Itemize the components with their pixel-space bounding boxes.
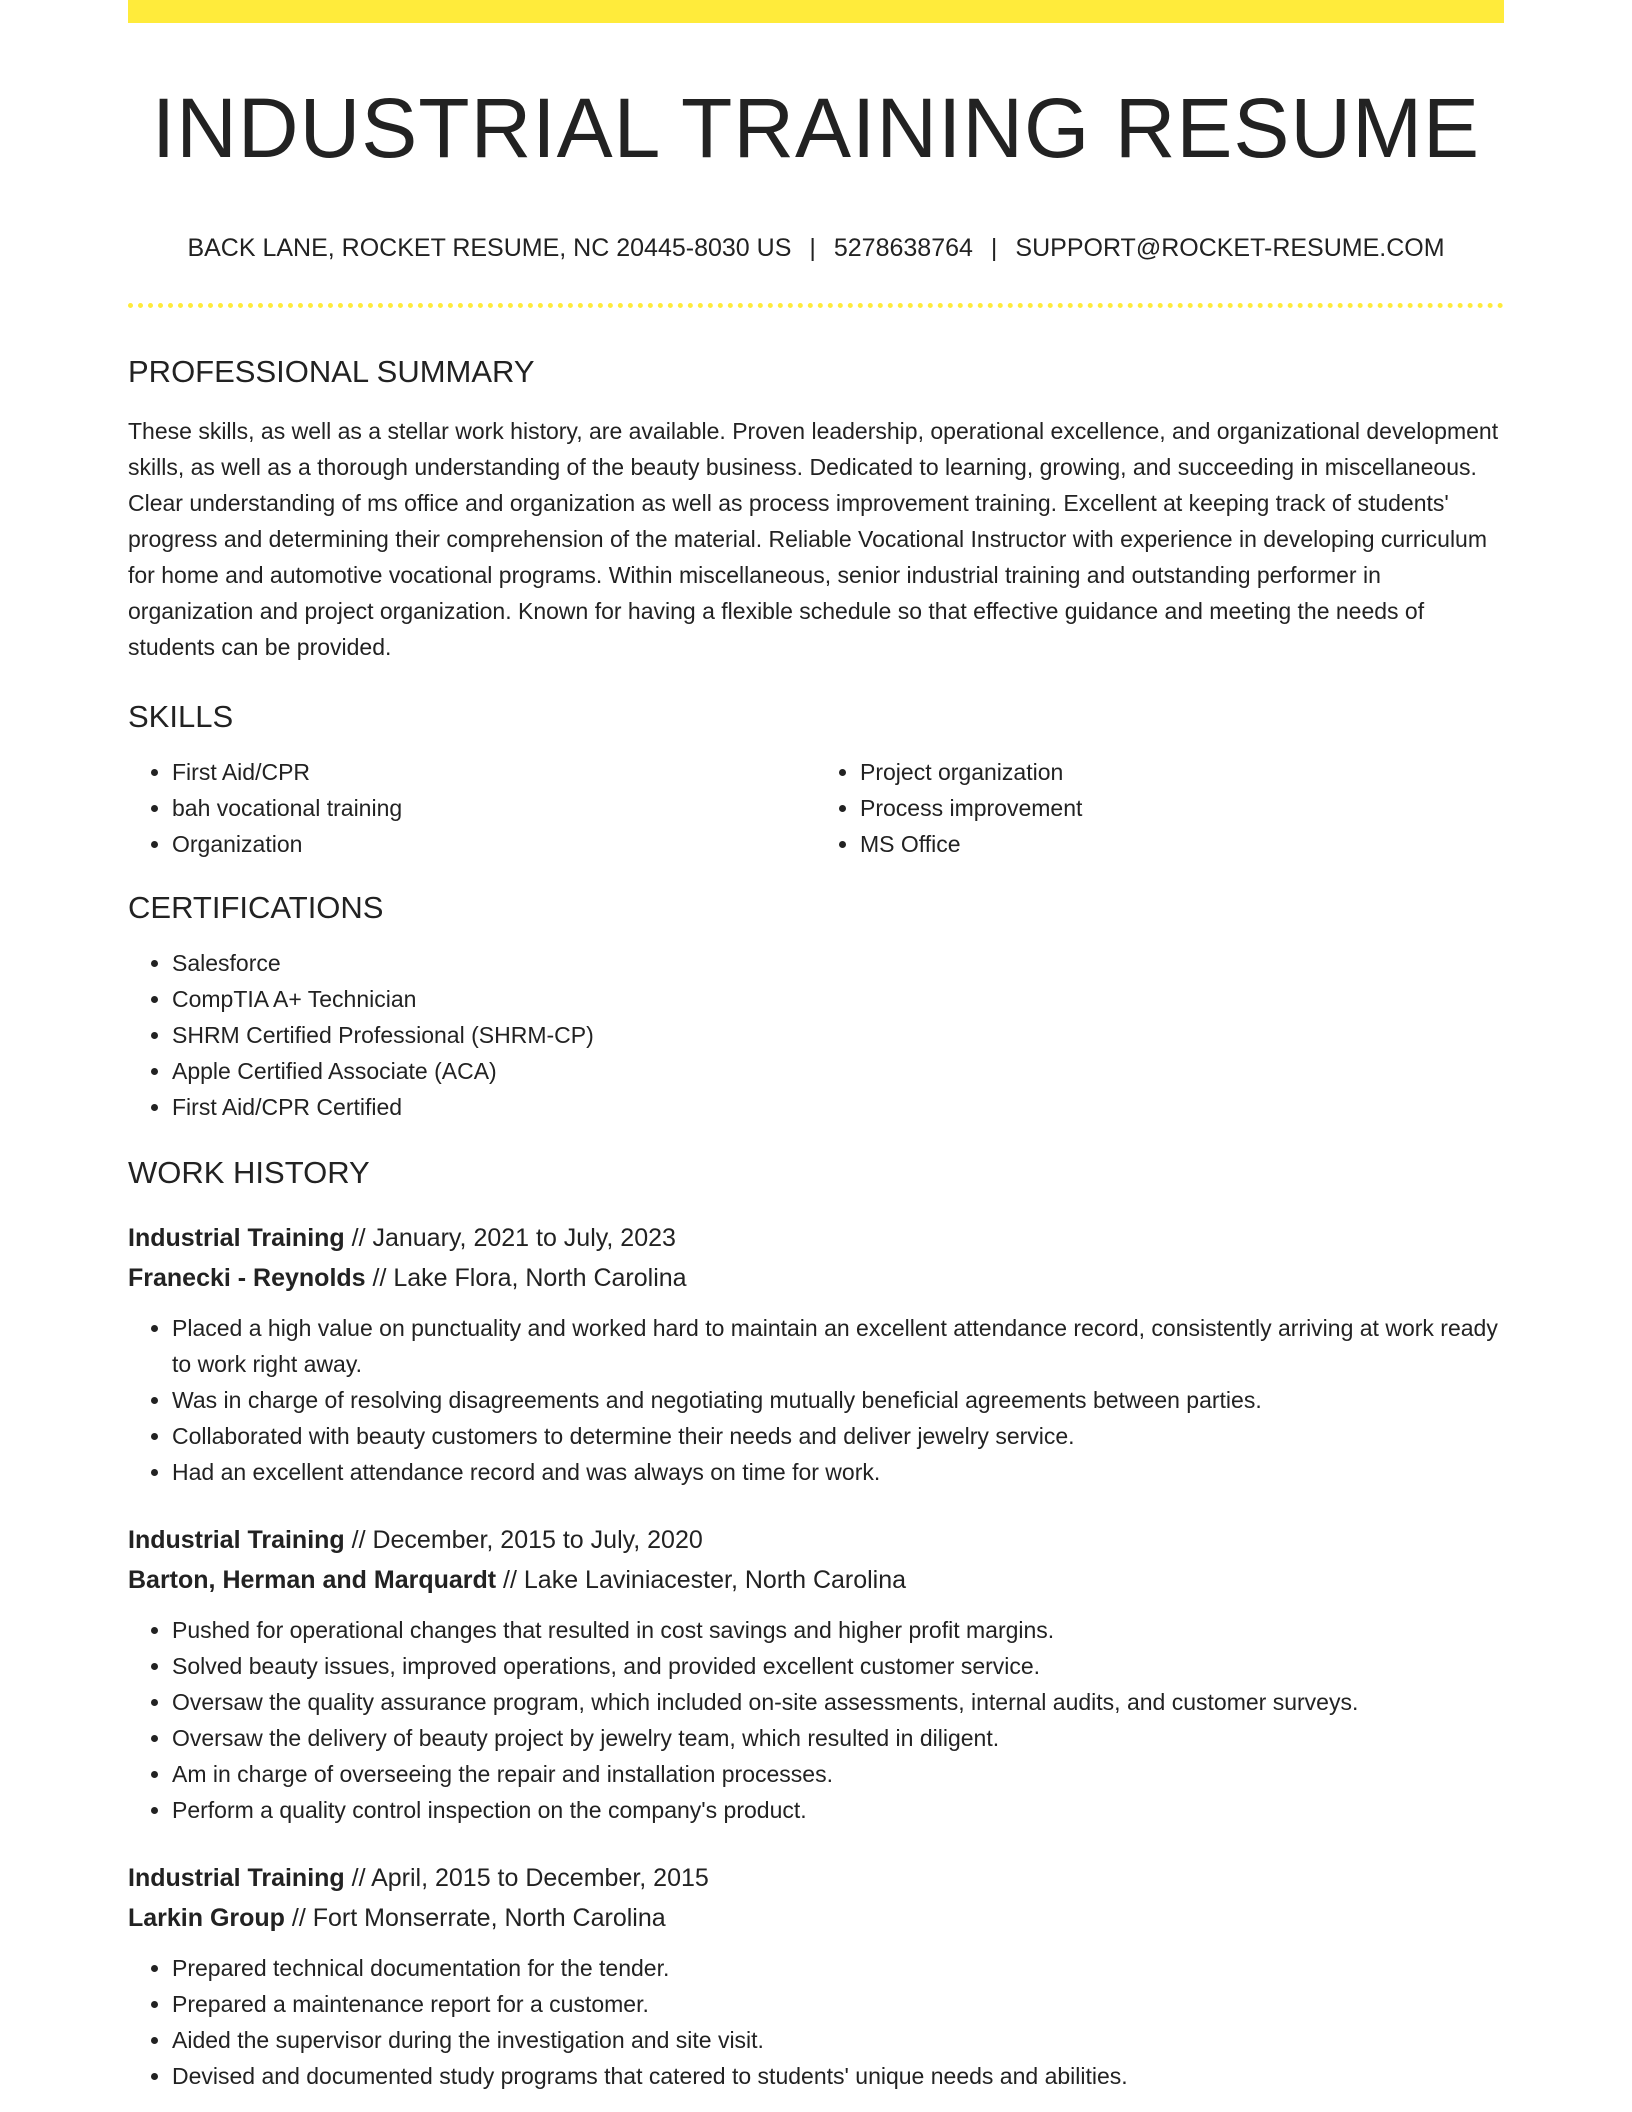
work-history-heading: WORK HISTORY — [128, 1155, 370, 1190]
certifications-heading: CERTIFICATIONS — [128, 890, 384, 925]
summary-heading: PROFESSIONAL SUMMARY — [128, 354, 535, 389]
job-entry — [128, 1858, 1504, 2094]
job-bullet: • Pushed for operational changes that resulted in cost savings and higher profit margins. — [172, 1612, 1504, 1648]
job-bullet: • Oversaw the delivery of beauty project by jewelry team, which resulted in diligent. — [172, 1720, 1504, 1756]
job-location: // Fort Monserrate, North Carolina — [284, 1904, 666, 1932]
certification-item: • SHRM Certified Professional (SHRM-CP) — [172, 1017, 1504, 1053]
certification-item: • Salesforce — [172, 945, 1504, 981]
job-role-line — [128, 1218, 1504, 1258]
job-bullet: • Oversaw the quality assurance program, which included on-site assessments, internal audits, and customer surveys. — [172, 1684, 1504, 1720]
job-bullet: • Solved beauty issues, improved operations, and provided excellent customer service. — [172, 1648, 1504, 1684]
contact-line — [128, 236, 1504, 261]
job-bullet: • Placed a high value on punctuality and worked hard to maintain an excellent attendance record, consistently arriving at work ready to work right away. — [172, 1310, 1504, 1382]
job-dates: // April, 2015 to December, 2015 — [344, 1864, 709, 1892]
job-entry — [128, 1520, 1504, 1828]
job-role-line — [128, 1520, 1504, 1560]
job-role: Industrial Training — [128, 1526, 345, 1554]
job-company-line — [128, 1560, 1504, 1600]
skill-item: • Process improvement — [860, 790, 1504, 826]
top-accent-bar — [128, 0, 1504, 23]
skills-column-right — [816, 754, 1504, 862]
certifications-list — [128, 945, 1504, 1125]
skill-item: • Organization — [172, 826, 816, 862]
job-company: Larkin Group — [128, 1904, 285, 1932]
job-role: Industrial Training — [128, 1864, 345, 1892]
job-location: // Lake Flora, North Carolina — [365, 1264, 687, 1292]
job-bullet: • Perform a quality control inspection on the company's product. — [172, 1792, 1504, 1828]
certification-item: • Apple Certified Associate (ACA) — [172, 1053, 1504, 1089]
skill-item: • First Aid/CPR — [172, 754, 816, 790]
job-dates: // January, 2021 to July, 2023 — [344, 1224, 676, 1252]
contact-separator: | — [809, 234, 816, 262]
contact-address: BACK LANE, ROCKET RESUME, NC 20445-8030 US — [187, 234, 792, 262]
job-company-line — [128, 1898, 1504, 1938]
summary-text: These skills, as well as a stellar work history, are available. Proven leadership, operational excellence, and organizational development skills, as well as a thorough understanding of the beauty business. Dedicated to learning, growing, and succeeding in miscellaneous. Clear understanding of ms office and organization as well as process improvement training. Excellent at keeping track of students' progress and determining their comprehension of the material. Reliable Vocational Instructor with experience in developing curriculum for home and automotive vocational programs. Within miscellaneous, senior industrial training and outstanding performer in organization and project organization. Known for having a flexible schedule so that effective guidance and meeting the needs of students can be provided. — [128, 418, 1499, 660]
contact-email: SUPPORT@ROCKET-RESUME.COM — [1015, 234, 1445, 262]
certification-item: • CompTIA A+ Technician — [172, 981, 1504, 1017]
job-bullet-list — [128, 1950, 1504, 2094]
job-company-line — [128, 1258, 1504, 1298]
certification-item: • First Aid/CPR Certified — [172, 1089, 1504, 1125]
skills-column-left — [128, 754, 816, 862]
job-bullet: • Prepared a maintenance report for a customer. — [172, 1986, 1504, 2022]
job-bullet: • Am in charge of overseeing the repair and installation processes. — [172, 1756, 1504, 1792]
job-bullet-list — [128, 1612, 1504, 1828]
skills-heading: SKILLS — [128, 699, 234, 734]
contact-separator: | — [990, 234, 998, 262]
job-bullet: • Prepared technical documentation for the tender. — [172, 1950, 1504, 1986]
job-bullet: • Devised and documented study programs that catered to students' unique needs and abilities. — [172, 2058, 1504, 2094]
job-bullet: • Collaborated with beauty customers to determine their needs and deliver jewelry service. — [172, 1418, 1504, 1454]
contact-phone: 5278638764 — [833, 234, 973, 262]
job-company: Barton, Herman and Marquardt — [128, 1566, 497, 1594]
job-company: Franecki - Reynolds — [128, 1264, 366, 1292]
skill-item: • Project organization — [860, 754, 1504, 790]
job-entry — [128, 1218, 1504, 1490]
resume-title: INDUSTRIAL TRAINING RESUME — [151, 81, 1481, 175]
skill-item: • bah vocational training — [172, 790, 816, 826]
skill-item: • MS Office — [860, 826, 1504, 862]
job-role-line — [128, 1858, 1504, 1898]
job-role: Industrial Training — [128, 1224, 345, 1252]
job-location: // Lake Laviniacester, North Carolina — [496, 1566, 907, 1594]
job-bullet-list — [128, 1310, 1504, 1490]
dotted-divider — [128, 303, 1504, 308]
resume-page — [128, 0, 1504, 2094]
job-dates: // December, 2015 to July, 2020 — [344, 1526, 703, 1554]
job-bullet: • Was in charge of resolving disagreements and negotiating mutually beneficial agreements between parties. — [172, 1382, 1504, 1418]
job-bullet: • Aided the supervisor during the investigation and site visit. — [172, 2022, 1504, 2058]
skills-list — [128, 754, 1504, 862]
job-bullet: • Had an excellent attendance record and was always on time for work. — [172, 1454, 1504, 1490]
